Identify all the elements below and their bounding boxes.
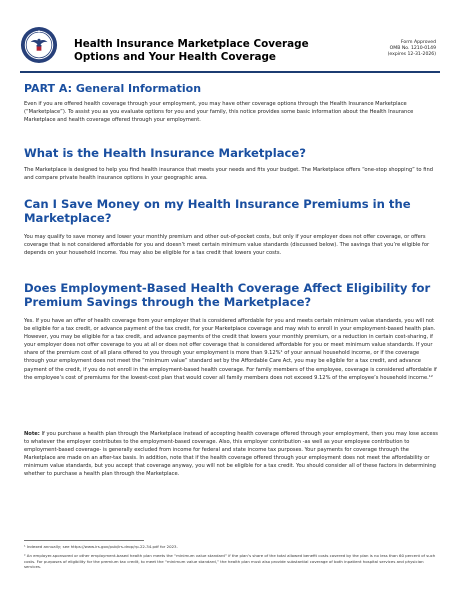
- save-money-heading-line-2: Marketplace?: [24, 211, 112, 225]
- save-money-heading: [24, 197, 438, 225]
- part-a-section: [24, 82, 438, 95]
- note-body: If you purchase a health plan through the Marketplace instead of accepting health coverage offered through your employment, then you may lose access to whatever the employer contributes to the employment-based coverage. Also, this employer contribution -as well as your employee contribution to employment-based coverage- is generally excluded from income for federal and state income tax purposes. Your payments for coverage through the Marketplace are made on an after-tax basis. In addition, note that if the health coverage offered through your employment does not meet the affordability or minimum value standards, but you accept that coverage anyway, you will not be eligible for a tax credit. You should consider all of these factors in determining whether to purchase a health plan through the Marketplace.: [24, 431, 438, 478]
- part-a-intro: Even if you are offered health coverage through your employment, you may have other coverage options through the Health Insurance Marketplace (“Marketplace”). To assist you as you evaluate options for you and your family, this notice provides some basic information about the Health Insurance Marketplace and health coverage offered through your employment.: [24, 101, 414, 124]
- save-money-body: You may qualify to save money and lower your monthly premium and other out-of-pocket costs, but only if your employer does not offer coverage, or offers coverage that is not considered affordable for you and doesn’t meet certain minimum value standards (discussed below). The savings that you’re eligible for depends on your household income. You may also be eligible for a tax credit that lowers your costs.: [24, 234, 430, 257]
- save-money-heading-line-1: Can I Save Money on my Health Insurance Premiums in the: [24, 197, 411, 211]
- save-money-section: [24, 197, 438, 225]
- what-is-section: [24, 146, 438, 160]
- note-paragraph: [24, 430, 438, 479]
- eligibility-heading: [24, 281, 438, 309]
- form-approved-label: Form Approved: [400, 40, 436, 45]
- footnote-rule: [24, 540, 144, 541]
- eligibility-heading-line-1: Does Employment-Based Health Coverage Affect Eligibility for: [24, 281, 431, 295]
- footnote-2: ² An employer-sponsored or other employment-based health plan meets the “minimum value standard” if the plan’s share of the total allowed benefit costs covered by the plan is no less than 60 percent of such costs. For purposes of eligibility for the premium tax credit, to meet the “minimum value standard,” the health plan must also provide substantial coverage of both inpatient hospital services and physician services.: [24, 553, 436, 570]
- what-is-heading: What is the Health Insurance Marketplace?: [24, 146, 306, 160]
- document-title: [74, 38, 324, 64]
- what-is-body-block: [24, 166, 438, 182]
- expiration-date: (expires 12-31-2026): [387, 52, 436, 58]
- eligibility-heading-line-2: Premium Savings through the Marketplace?: [24, 295, 312, 309]
- hhs-eagle-seal-icon: [20, 26, 58, 64]
- eligibility-body-block: [24, 317, 438, 382]
- what-is-body: The Marketplace is designed to help you find health insurance that meets your needs and fits your budget. The Marketplace offers “one-stop shopping” to find and compare private health insurance options in your geographic area.: [24, 167, 433, 182]
- part-a-intro-block: [24, 100, 438, 124]
- title-line-2: Options and Your Health Coverage: [74, 51, 276, 63]
- header-rule: [20, 71, 440, 73]
- eligibility-section: [24, 281, 438, 309]
- form-approval-block: [346, 40, 436, 59]
- note-label: Note:: [24, 431, 40, 437]
- footnote-1: ¹ Indexed annually; see https://www.irs.gov/pub/irs-drop/rp-22-34.pdf for 2023.: [24, 544, 178, 549]
- part-a-heading: PART A: General Information: [24, 82, 202, 95]
- omb-number: OMB No. 1210-0149: [389, 46, 436, 52]
- note-block: [24, 430, 438, 479]
- title-line-1: Health Insurance Marketplace Coverage: [74, 38, 309, 50]
- save-money-body-block: [24, 233, 438, 257]
- eligibility-body: Yes. If you have an offer of health coverage from your employer that is considered affordable for you and meets certain minimum value standards, you will not be eligible for a tax credit, or advance payment of the tax credit, for your Marketplace coverage and may wish to enroll in your employment-based health plan. However, you may be eligible for a tax credit, and advance payments of the credit that lowers your monthly premium, or a reduction in certain cost-sharing, if your employer does not offer coverage to you at all or does not offer coverage that is considered affordable for you or meet minimum value standards. If your share of the premium cost of all plans offered to you through your employment is more than 9.12%¹ of your annual household income, or if the coverage through your employment does not meet the “minimum value” standard set by the Affordable Care Act, you may be eligible for a tax credit, and advance payment of the credit, if you do not enroll in the employment-based health coverage. For family members of the employee, coverage is considered affordable if the employee’s cost of premiums for the lowest-cost plan that would cover all family members does not exceed 9.12% of the employee’s household income.¹²: [24, 318, 437, 381]
